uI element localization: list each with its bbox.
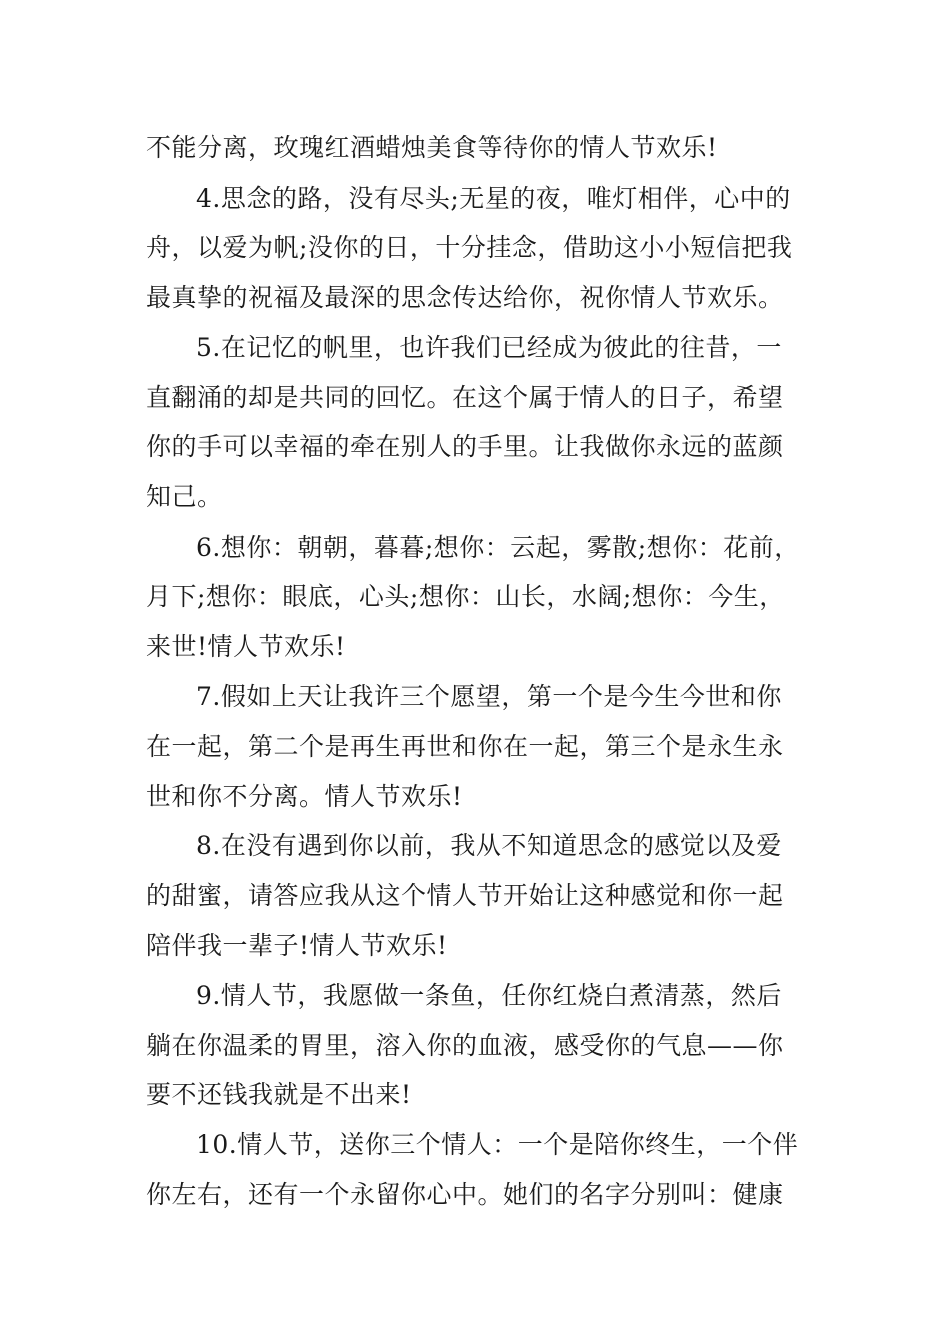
text-line: 知己。 bbox=[146, 482, 223, 511]
text-line: 8.在没有遇到你以前，我从不知道思念的感觉以及爱 bbox=[196, 831, 782, 860]
text-line: 最真挚的祝福及最深的思念传达给你，祝你情人节欢乐。 bbox=[146, 283, 784, 312]
text-line: 9.情人节，我愿做一条鱼，任你红烧白煮清蒸，然后 bbox=[196, 981, 782, 1010]
text-line: 世和你不分离。情人节欢乐! bbox=[146, 782, 463, 811]
text-line: 10.情人节，送你三个情人：一个是陪你终生，一个伴 bbox=[196, 1130, 799, 1159]
text-line: 你的手可以幸福的牵在别人的手里。让我做你永远的蓝颜 bbox=[146, 432, 784, 461]
text-line: 的甜蜜，请答应我从这个情人节开始让这种感觉和你一起 bbox=[146, 881, 784, 910]
text-line: 6.想你：朝朝，暮暮;想你：云起，雾散;想你：花前， bbox=[196, 533, 800, 562]
text-line: 要不还钱我就是不出来! bbox=[146, 1080, 412, 1109]
text-line: 你左右，还有一个永留你心中。她们的名字分别叫：健康 bbox=[146, 1180, 784, 1209]
text-line: 7.假如上天让我许三个愿望，第一个是今生今世和你 bbox=[196, 682, 782, 711]
text-line: 5.在记忆的帆里，也许我们已经成为彼此的往昔，一 bbox=[196, 333, 782, 362]
text-line: 在一起，第二个是再生再世和你在一起，第三个是永生永 bbox=[146, 732, 784, 761]
text-line: 躺在你温柔的胃里，溶入你的血液，感受你的气息——你 bbox=[146, 1031, 784, 1060]
text-line: 直翻涌的却是共同的回忆。在这个属于情人的日子，希望 bbox=[146, 383, 784, 412]
text-line: 舟，以爱为帆;没你的日，十分挂念，借助这小小短信把我 bbox=[146, 233, 793, 262]
text-line: 4.思念的路，没有尽头;无星的夜，唯灯相伴，心中的 bbox=[196, 184, 791, 213]
text-line: 月下;想你：眼底，心头;想你：山长，水阔;想你：今生， bbox=[146, 582, 785, 611]
text-line: 来世!情人节欢乐! bbox=[146, 632, 346, 661]
text-line: 陪伴我一辈子!情人节欢乐! bbox=[146, 931, 448, 960]
text-line: 不能分离，玫瑰红酒蜡烛美食等待你的情人节欢乐! bbox=[146, 133, 718, 162]
